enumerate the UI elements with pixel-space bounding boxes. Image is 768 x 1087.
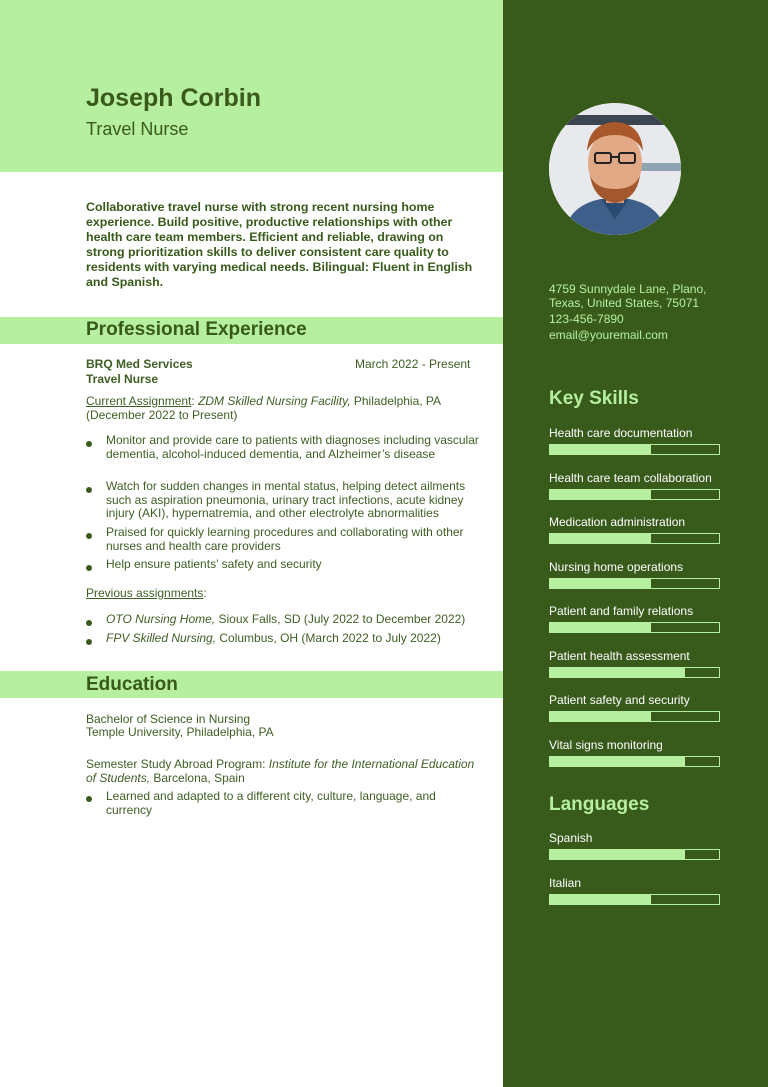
- skill-level-bar: [549, 711, 720, 722]
- current-facility: ZDM Skilled Nursing Facility,: [198, 394, 351, 408]
- experience-heading: Professional Experience: [86, 319, 307, 340]
- summary-paragraph: Collaborative travel nurse with strong recent nursing home experience. Build positive, productive relationships with other health care team members. Efficient and reliable, drawing on strong prioritization skills to deliver consistent care quality to residents with varying medical needs. Bilingual: Fluent in English and Spanish.: [86, 200, 473, 289]
- bullet-dot: [86, 620, 92, 626]
- previous-facility: OTO Nursing Home,: [106, 612, 216, 626]
- experience-bullet: Monitor and provide care to patients with diagnoses including vascular dementia, alcohol-induced dementia, and Alzheimer’s disease: [106, 433, 479, 461]
- current-assignment-label: Current Assignment: [86, 394, 192, 408]
- skill-level-bar: [549, 622, 720, 633]
- experience-bullet: Praised for quickly learning procedures and collaborating with other nurses and health care providers: [106, 525, 464, 553]
- previous-assignments-label: Previous assignments: [86, 586, 204, 600]
- language-level-bar: [549, 894, 720, 905]
- abroad-institute: Institute for the International Education of Students,: [86, 757, 475, 785]
- languages-heading: Languages: [549, 794, 650, 815]
- skill-level-fill: [550, 534, 651, 543]
- language-label: Italian: [549, 875, 582, 890]
- previous-assignment: [106, 632, 486, 646]
- current-period: (December 2022 to Present): [86, 408, 238, 422]
- job-title: Travel Nurse: [86, 119, 189, 139]
- company-name: BRQ Med Services: [86, 357, 193, 371]
- experience-bullet: Help ensure patients’ safety and security: [106, 557, 322, 571]
- bullet-dot: [86, 565, 92, 571]
- skill-level-bar: [549, 489, 720, 500]
- skill-level-bar: [549, 533, 720, 544]
- skill-label: Medication administration: [549, 515, 686, 529]
- previous-detail: Sioux Falls, SD (July 2022 to December 2022): [215, 612, 466, 626]
- skill-level-fill: [550, 623, 651, 632]
- skill-level-fill: [550, 712, 651, 721]
- key-skills-heading: Key Skills: [549, 388, 639, 409]
- skill-level-fill: [550, 668, 685, 677]
- skill-level-bar: [549, 444, 720, 455]
- language-level-fill: [550, 850, 685, 859]
- bullet-dot: [86, 487, 92, 493]
- language-level-bar: [549, 849, 720, 860]
- skill-label: Patient and family relations: [549, 604, 694, 618]
- skill-level-bar: [549, 578, 720, 589]
- skill-level-bar: [549, 667, 720, 678]
- experience-bullet: Watch for sudden changes in mental status, helping detect ailments such as aspiration pneumonia, urinary tract infections, acute kidney injury (AKI), hypernatremia, and other electrolyte abnormalities: [106, 479, 466, 520]
- current-assignment: Current Assignment: ZDM Skilled Nursing Facility, Philadelphia, PA (December 2022 to Present): [86, 394, 442, 422]
- skill-label: Vital signs monitoring: [549, 737, 663, 752]
- phone-number: 123-456-7890: [549, 312, 624, 326]
- avatar-portrait-icon: [549, 103, 681, 235]
- profile-photo: [549, 103, 681, 235]
- study-abroad: [86, 757, 486, 785]
- education-bullet: Learned and adapted to a different city, culture, language, and currency: [106, 789, 436, 817]
- skill-level-fill: [550, 445, 651, 454]
- previous-detail: Columbus, OH (March 2022 to July 2022): [216, 631, 441, 645]
- bullet-dot: [86, 441, 92, 447]
- skill-level-bar: [549, 756, 720, 767]
- current-location: Philadelphia, PA: [350, 394, 442, 408]
- bullet-dot: [86, 796, 92, 802]
- candidate-name: Joseph Corbin: [86, 84, 262, 112]
- education-heading: Education: [86, 674, 178, 695]
- skill-label: Health care team collaboration: [549, 470, 712, 485]
- skill-level-fill: [550, 579, 651, 588]
- abroad-location: Barcelona, Spain: [150, 771, 245, 785]
- education-band: [0, 671, 503, 698]
- role-title: Travel Nurse: [86, 372, 159, 386]
- skill-label: Health care documentation: [549, 426, 693, 440]
- degree: Bachelor of Science in Nursing: [86, 712, 251, 726]
- bullet-dot: [86, 533, 92, 539]
- bullet-dot: [86, 639, 92, 645]
- address-line-1: 4759 Sunnydale Lane, Plano,: [549, 282, 707, 296]
- address-line-2: Texas, United States, 75071: [549, 296, 700, 310]
- previous-assignment: [106, 613, 486, 627]
- previous-facility: FPV Skilled Nursing,: [106, 631, 217, 645]
- skill-label: Patient health assessment: [549, 648, 690, 663]
- abroad-label: Semester Study Abroad Program:: [86, 757, 269, 771]
- school: Temple University, Philadelphia, PA: [86, 725, 274, 739]
- skill-label: Patient safety and security: [549, 693, 690, 707]
- skill-level-fill: [550, 490, 651, 499]
- email-address: email@youremail.com: [549, 328, 668, 342]
- skill-label: Nursing home operations: [549, 559, 684, 574]
- language-level-fill: [550, 895, 651, 904]
- language-label: Spanish: [549, 831, 593, 845]
- skill-level-fill: [550, 757, 685, 766]
- employment-dates: March 2022 - Present: [355, 357, 471, 371]
- previous-assignments-heading: Previous assignments:: [86, 586, 207, 600]
